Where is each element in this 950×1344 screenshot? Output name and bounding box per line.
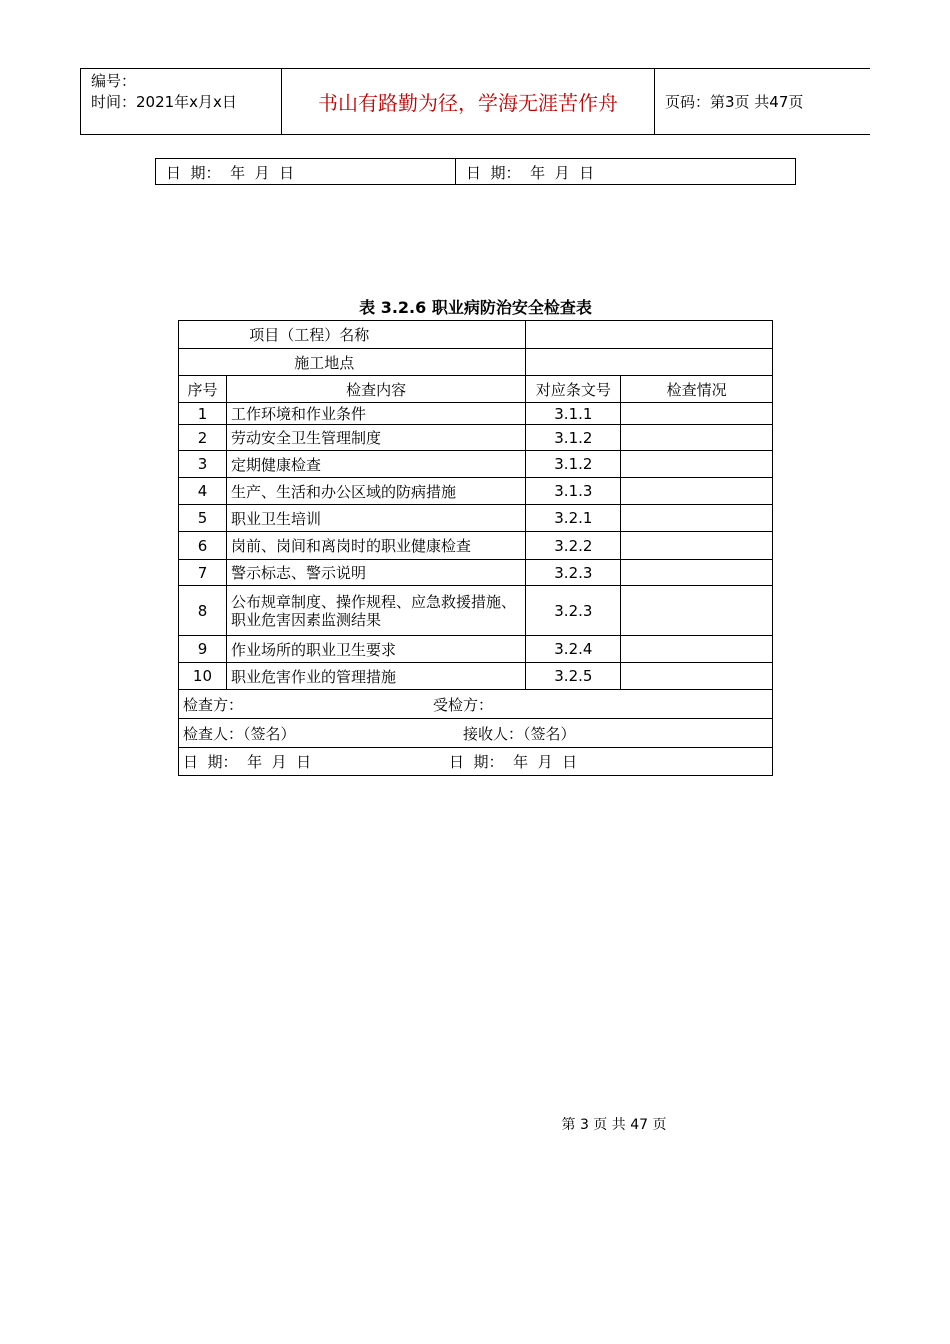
row-clause: 3.1.3 [526, 478, 621, 505]
table-title: 表 3.2.6 职业病防治安全检查表 [359, 298, 592, 317]
row-status [621, 636, 773, 663]
row-content: 作业场所的职业卫生要求 [226, 636, 525, 663]
row-status [621, 403, 773, 425]
row-status [621, 560, 773, 586]
document-header [80, 68, 870, 135]
signature-row-persons [179, 719, 773, 748]
table-row [179, 478, 773, 505]
site-row [179, 349, 773, 376]
inspector-party-label: 检查方： [183, 695, 244, 714]
row-clause: 3.2.5 [526, 663, 621, 690]
table-row [179, 663, 773, 690]
row-no: 4 [179, 478, 227, 505]
row-clause: 3.1.2 [526, 425, 621, 451]
header-content: 检查内容 [226, 376, 525, 403]
doc-date: 时间：2021年x月x日 [91, 93, 237, 111]
row-clause: 3.2.1 [526, 505, 621, 532]
row-content: 岗前、岗间和离岗时的职业健康检查 [226, 532, 525, 560]
row-content: 职业卫生培训 [226, 505, 525, 532]
receiver-date: 日 期： 年 月 日 [449, 753, 578, 771]
row-no: 1 [179, 403, 227, 425]
header-page-code: 页码：第3页 共47页 [665, 93, 804, 111]
row-clause: 3.1.2 [526, 451, 621, 478]
site-value [526, 349, 773, 376]
header-no: 序号 [179, 376, 227, 403]
row-no: 2 [179, 425, 227, 451]
row-status [621, 451, 773, 478]
row-no: 10 [179, 663, 227, 690]
inspected-party-label: 受检方： [433, 695, 494, 714]
project-name-label: 项目（工程）名称 [179, 321, 526, 349]
row-no: 7 [179, 560, 227, 586]
row-clause: 3.1.1 [526, 403, 621, 425]
row-status [621, 532, 773, 560]
row-clause: 3.2.3 [526, 586, 621, 636]
page-footer: 第 3 页 共 47 页 [561, 1117, 667, 1133]
row-no: 9 [179, 636, 227, 663]
inspection-table [178, 320, 773, 776]
row-content: 定期健康检查 [226, 451, 525, 478]
project-name-row [179, 321, 773, 349]
top-date-left: 日 期： 年 月 日 [156, 159, 456, 184]
table-row [179, 560, 773, 586]
row-status [621, 586, 773, 636]
signature-row-parties [179, 690, 773, 719]
header-motto: 书山有路勤为径，学海无涯苦作舟 [282, 69, 655, 134]
table-row [179, 505, 773, 532]
inspector-signature-label: 检查人：（签名） [183, 724, 296, 743]
row-no: 5 [179, 505, 227, 532]
row-no: 8 [179, 586, 227, 636]
receiver-signature-label: 接收人：（签名） [463, 724, 576, 743]
row-status [621, 663, 773, 690]
row-clause: 3.2.3 [526, 560, 621, 586]
table-header-row [179, 376, 773, 403]
table-row [179, 451, 773, 478]
site-label: 施工地点 [179, 349, 526, 376]
row-no: 3 [179, 451, 227, 478]
inspector-date: 日 期： 年 月 日 [183, 753, 312, 771]
row-content: 工作环境和作业条件 [226, 403, 525, 425]
project-name-value [526, 321, 773, 349]
table-row [179, 403, 773, 425]
row-status [621, 505, 773, 532]
row-content: 公布规章制度、操作规程、应急救援措施、职业危害因素监测结果 [226, 586, 525, 636]
header-status: 检查情况 [621, 376, 773, 403]
row-clause: 3.2.2 [526, 532, 621, 560]
doc-number: 编号： [91, 72, 137, 90]
row-content: 生产、生活和办公区域的防病措施 [226, 478, 525, 505]
row-content: 劳动安全卫生管理制度 [226, 425, 525, 451]
row-content: 警示标志、警示说明 [226, 560, 525, 586]
table-row [179, 636, 773, 663]
table-row [179, 425, 773, 451]
row-content: 职业危害作业的管理措施 [226, 663, 525, 690]
table-row [179, 532, 773, 560]
row-status [621, 425, 773, 451]
row-status [621, 478, 773, 505]
top-date-row [155, 158, 796, 185]
row-no: 6 [179, 532, 227, 560]
signature-row-dates [179, 748, 773, 776]
header-meta [81, 69, 282, 134]
header-clause: 对应条文号 [526, 376, 621, 403]
top-date-right: 日 期： 年 月 日 [466, 164, 595, 182]
table-row [179, 586, 773, 636]
row-clause: 3.2.4 [526, 636, 621, 663]
